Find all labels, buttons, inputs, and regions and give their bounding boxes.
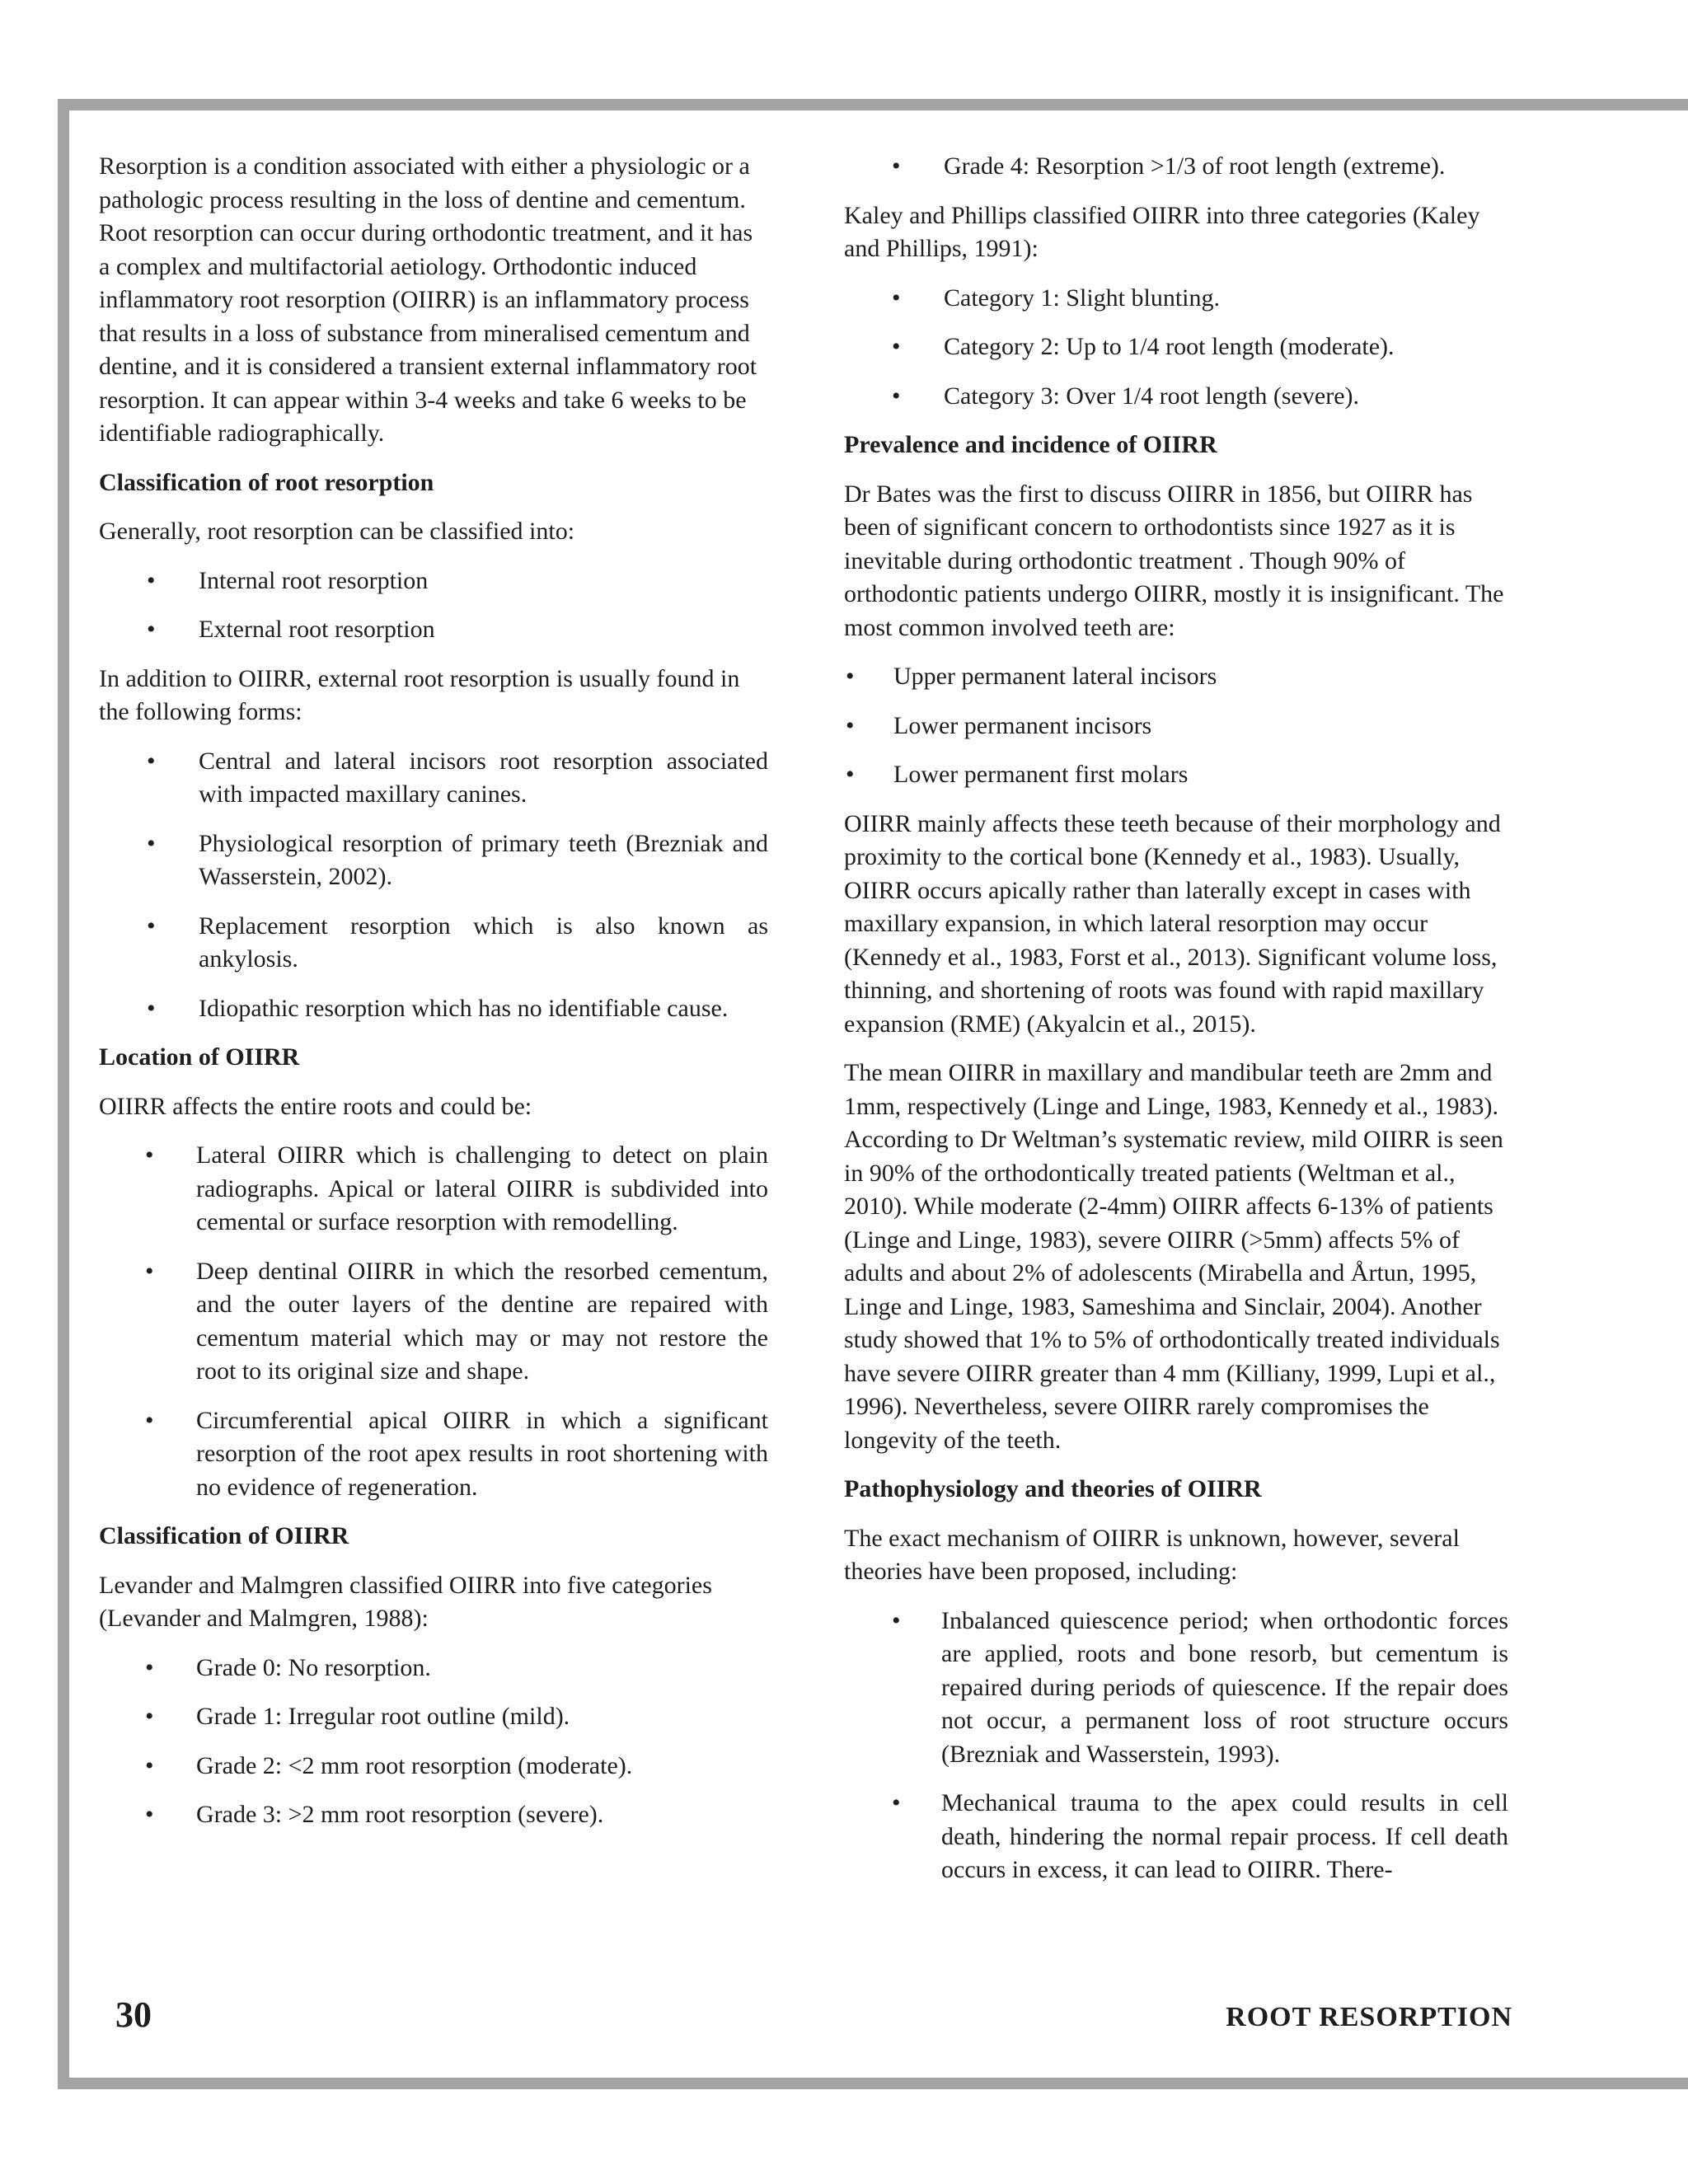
intro-paragraph: Resorption is a condition associated with either a physiologic or a pathologic process resulting in the loss of dentine and cementum. Root resorption can occur during orthodontic treatment, and it has a complex and multifactorial aetiology. Orthodontic induced inflammatory root resorption (OIIRR) is an inflammatory process that results in a loss of substance from mineralised cementum and dentine, and it is considered a transient external inflammatory root resorption. It can appear within 3-4 weeks and take 6 weeks to be identifiable radiographically. bbox=[99, 152, 757, 447]
location-intro: OIIRR affects the entire roots and could be: bbox=[99, 1092, 532, 1120]
page-number: 30 bbox=[115, 1994, 152, 2035]
list-item: • Grade 4: Resorption >1/3 of root length (extreme). bbox=[844, 150, 1508, 184]
left-column bbox=[99, 150, 768, 1848]
list-item: • Grade 0: No resorption. bbox=[99, 1652, 768, 1685]
grade4-list bbox=[844, 150, 1508, 184]
heading-prevalence: Prevalence and incidence of OIIRR bbox=[844, 431, 1217, 458]
categories-list bbox=[844, 282, 1508, 414]
list-item: • Grade 1: Irregular root outline (mild). bbox=[99, 1700, 768, 1734]
list-item: • Category 2: Up to 1/4 root length (moderate). bbox=[844, 330, 1508, 364]
list-item: • Deep dentinal OIIRR in which the resorbed cementum, and the outer layers of the dentine are repaired with cementum material which may or may not restore the root to its original size and shape. bbox=[99, 1255, 768, 1389]
heading-classification-oiirr: Classification of OIIRR bbox=[99, 1522, 349, 1549]
heading-location-oiirr: Location of OIIRR bbox=[99, 1043, 300, 1071]
list-item: • External root resorption bbox=[99, 613, 768, 647]
list-item: • Internal root resorption bbox=[99, 565, 768, 598]
list-item: • Mechanical trauma to the apex could results in cell death, hindering the normal repair process. If cell death occurs in excess, it can lead to OIIRR. There- bbox=[844, 1787, 1508, 1887]
list-item: • Inbalanced quiescence period; when orthodontic forces are applied, roots and bone resorb, but cementum is repaired during periods of quiescence. If the repair does not occur, a permanent loss of root structure occurs (Brezniak and Wasserstein, 1993). bbox=[844, 1605, 1508, 1772]
external-forms-list bbox=[99, 745, 768, 1026]
list-item: • Upper permanent lateral incisors bbox=[844, 660, 1508, 694]
list-item: • Replacement resorption which is also known as ankylosis. bbox=[99, 910, 768, 977]
levander-intro: Levander and Malmgren classified OIIRR into five categories (Levander and Malmgren, 1988): bbox=[99, 1571, 712, 1632]
heading-classification-root-resorption: Classification of root resorption bbox=[99, 468, 434, 496]
list-item: • Idiopathic resorption which has no identifiable cause. bbox=[99, 992, 768, 1026]
list-item: • Central and lateral incisors root resorption associated with impacted maxillary canines. bbox=[99, 745, 768, 812]
prevalence-paragraph: Dr Bates was the first to discuss OIIRR in 1856, but OIIRR has been of significant concern to orthodontists since 1927 as it is inevitable during orthodontic treatment . Though 90% of orthodontic patients undergo OIIRR, mostly it is insignificant. The most common involved teeth are: bbox=[844, 480, 1504, 641]
list-item: • Lower permanent incisors bbox=[844, 710, 1508, 743]
grades-list bbox=[99, 1652, 768, 1832]
list-item: • Category 1: Slight blunting. bbox=[844, 282, 1508, 316]
resorption-types-list bbox=[99, 565, 768, 647]
external-forms-intro: In addition to OIIRR, external root resorption is usually found in the following forms: bbox=[99, 664, 740, 725]
list-item: • Lateral OIIRR which is challenging to detect on plain radiographs. Apical or lateral OIIRR is subdivided into cemental or surface resorption with remodelling. bbox=[99, 1139, 768, 1240]
mechanism-intro: The exact mechanism of OIIRR is unknown, however, several theories have been proposed, including: bbox=[844, 1524, 1460, 1585]
heading-pathophysiology: Pathophysiology and theories of OIIRR bbox=[844, 1475, 1262, 1502]
morphology-paragraph: OIIRR mainly affects these teeth because of their morphology and proximity to the cortical bone (Kennedy et al., 1983). Usually, OIIRR occurs apically rather than laterally except in cases with maxillary expansion, in which lateral resorption may occur (Kennedy et al., 1983, Forst et al., 2013). Significant volume loss, thinning, and shortening of roots was found with rapid maxillary expansion (RME) (Akyalcin et al., 2015). bbox=[844, 809, 1501, 1038]
list-item: • Physiological resorption of primary teeth (Brezniak and Wasserstein, 2002). bbox=[99, 827, 768, 894]
list-item: • Circumferential apical OIIRR in which a significant resorption of the root apex results in root shortening with no evidence of regeneration. bbox=[99, 1404, 768, 1505]
kaley-intro: Kaley and Phillips classified OIIRR into three categories (Kaley and Phillips, 1991): bbox=[844, 201, 1480, 262]
list-item: • Grade 3: >2 mm root resorption (severe). bbox=[99, 1798, 768, 1832]
right-column bbox=[844, 150, 1508, 1903]
teeth-list bbox=[844, 660, 1508, 792]
running-title: ROOT RESORPTION bbox=[1226, 2002, 1512, 2032]
list-item: • Grade 2: <2 mm root resorption (moderate). bbox=[99, 1750, 768, 1783]
mean-oiirr-paragraph: The mean OIIRR in maxillary and mandibular teeth are 2mm and 1mm, respectively (Linge and Linge, 1983, Kennedy et al., 1983). According to Dr Weltman’s systematic review, mild OIIRR is seen in 90% of the orthodontically treated patients (Weltman et al., 2010). While moderate (2-4mm) OIIRR affects 6-13% of patients (Linge and Linge, 1983), severe OIIRR (>5mm) affects 5% of adults and about 2% of adolescents (Mirabella and Årtun, 1995, Linge and Linge, 1983, Sameshima and Sinclair, 2004). Another study showed that 1% to 5% of orthodontically treated individuals have severe OIIRR greater than 4 mm (Killiany, 1999, Lupi et al., 1996). Nevertheless, severe OIIRR rarely compromises the longevity of the teeth. bbox=[844, 1059, 1503, 1454]
location-list bbox=[99, 1139, 768, 1504]
theories-list bbox=[844, 1605, 1508, 1887]
list-item: • Category 3: Over 1/4 root length (severe). bbox=[844, 380, 1508, 414]
classification-intro: Generally, root resorption can be classified into: bbox=[99, 518, 575, 545]
list-item: • Lower permanent first molars bbox=[844, 758, 1508, 792]
